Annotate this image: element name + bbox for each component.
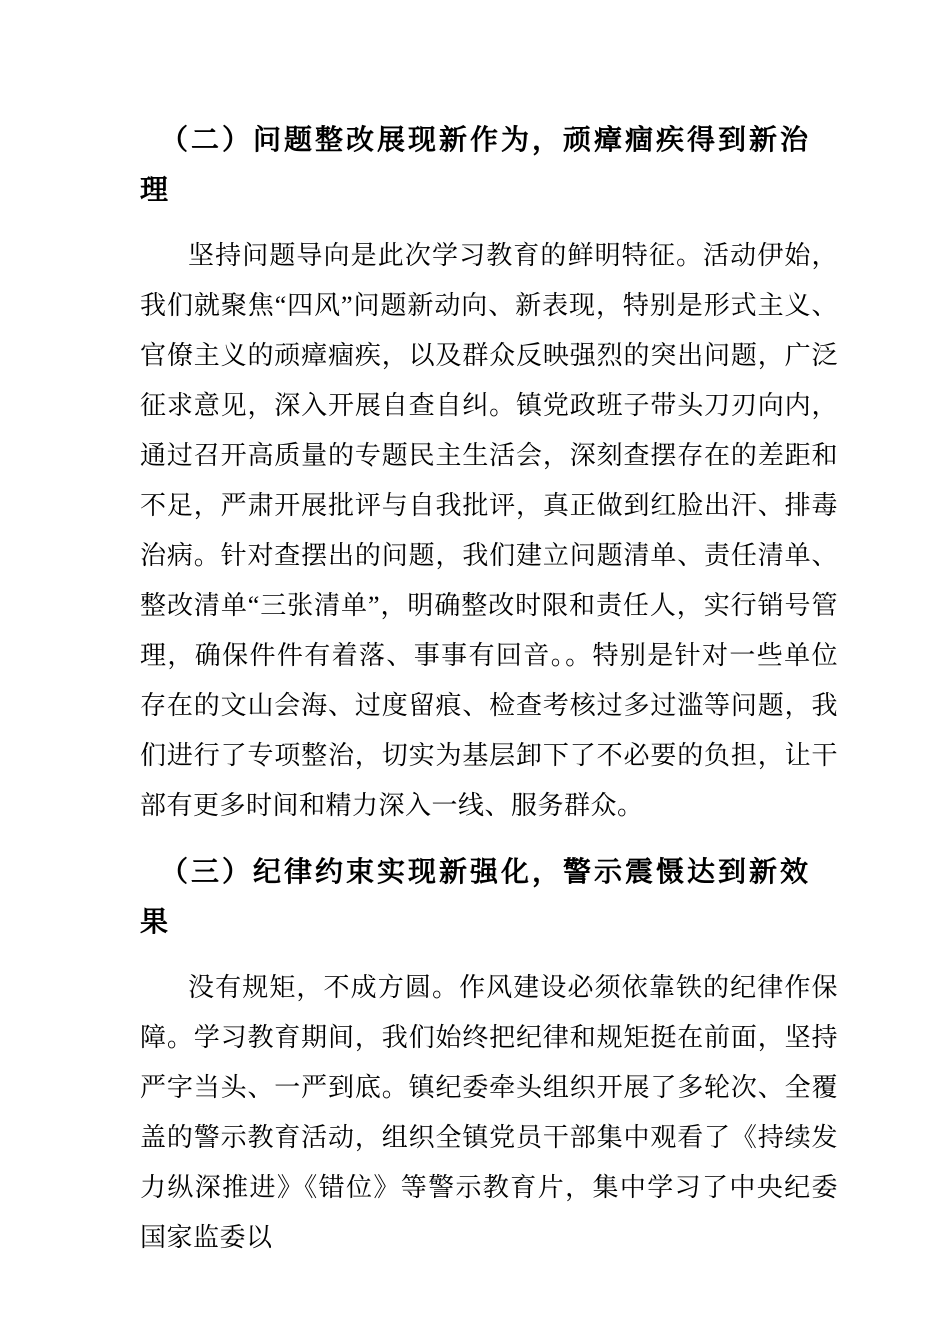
document-section-3: [140, 847, 838, 1263]
section-heading-3: （三）纪律约束实现新强化，警示震慑达到新效果: [140, 856, 812, 937]
section-heading-2: （二）问题整改展现新作为，顽瘴痼疾得到新治理: [140, 124, 812, 205]
section-paragraph-2: 坚持问题导向是此次学习教育的鲜明特征。活动伊始，我们就聚焦“四风”问题新动向、新表现，特别是形式主义、官僚主义的顽瘴痼疾，以及群众反映强烈的突出问题，广泛征求意见，深入开展自查自纠。镇党政班子带头刀刃向内，通过召开高质量的专题民主生活会，深刻查摆存在的差距和不足，严肃开展批评与自我批评，真正做到红脸出汗、排毒治病。针对查摆出的问题，我们建立问题清单、责任清单、整改清单“三张清单”，明确整改时限和责任人，实行销号管理，确保件件有着落、事事有回音。。特别是针对一些单位存在的文山会海、过度留痕、检查考核过多过滥等问题，我们进行了专项整治，切实为基层卸下了不必要的负担，让干部有更多时间和精力深入一线、服务群众。: [140, 241, 838, 820]
section-paragraph-3: 没有规矩，不成方圆。作风建设必须依靠铁的纪律作保障。学习教育期间，我们始终把纪律和规矩挺在前面，坚持严字当头、一严到底。镇纪委牵头组织开展了多轮次、全覆盖的警示教育活动，组织全镇党员干部集中观看了《持续发力纵深推进》《错位》等警示教育片，集中学习了中央纪委国家监委以: [140, 973, 838, 1252]
document-section-2: [140, 115, 838, 831]
